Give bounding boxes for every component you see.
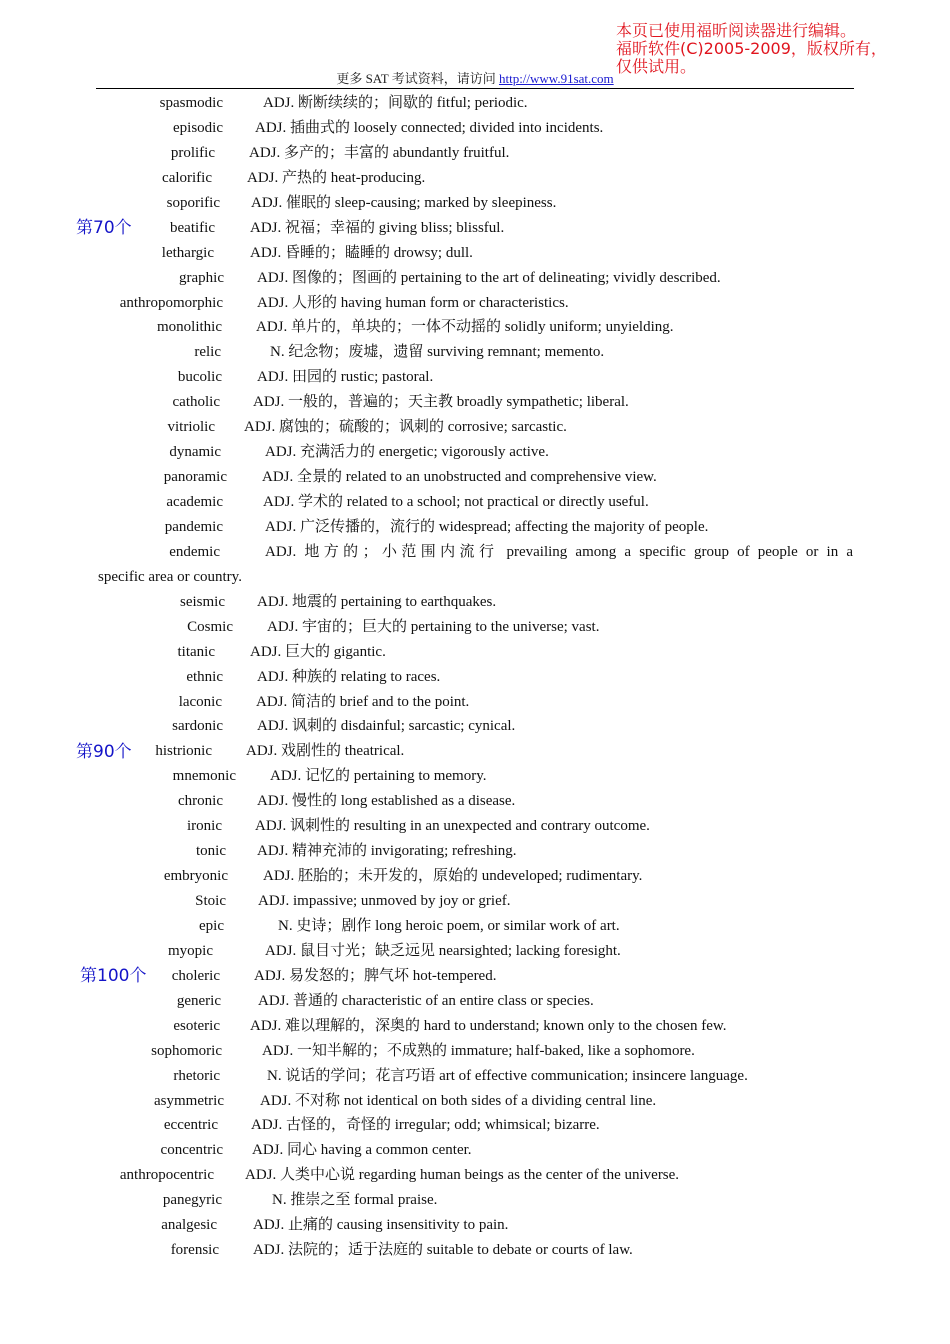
vocab-word: vitriolic — [167, 419, 215, 436]
vocab-entry — [0, 764, 950, 789]
vocab-word: choleric — [171, 967, 220, 984]
vocab-definition: ADJ. 学术的 related to a school; not practical or directly useful. — [263, 494, 649, 510]
vocab-word: titanic — [177, 643, 215, 660]
vocab-definition: ADJ. 不对称 not identical on both sides of a dividing central line. — [260, 1092, 657, 1109]
vocab-entry — [0, 515, 950, 540]
vocab-entry — [0, 889, 950, 914]
vocab-word: sophomoric — [151, 1042, 222, 1059]
vocab-word: generic — [176, 992, 221, 1009]
vocab-word: anthropomorphic — [119, 294, 223, 311]
vocab-entry — [0, 1089, 950, 1114]
vocab-word: endemic — [169, 543, 220, 560]
vocab-definition-continued: specific area or country. — [98, 568, 242, 585]
vocab-entry — [0, 315, 950, 340]
vocab-definition: ADJ. 记忆的 pertaining to memory. — [270, 768, 487, 785]
vocab-definition: ADJ. 祝福；幸福的 giving bliss; blissful. — [250, 219, 505, 236]
vocab-definition: ADJ. 巨大的 gigantic. — [250, 643, 386, 660]
vocab-entry — [0, 540, 950, 590]
vocab-definition: ADJ. 种族的 relating to races. — [257, 668, 441, 685]
vocab-word: myopic — [168, 942, 213, 959]
section-marker: 第90个 — [76, 741, 132, 762]
vocab-definition: ADJ. 精神充沛的 invigorating; refreshing. — [257, 843, 517, 860]
vocab-entry — [0, 1014, 950, 1039]
vocab-word: ethnic — [186, 668, 223, 685]
vocab-definition: ADJ. 人形的 having human form or characteristics. — [257, 294, 569, 311]
vocab-word: histrionic — [155, 743, 212, 760]
vocab-word: epic — [199, 917, 224, 934]
vocab-word: laconic — [178, 693, 222, 710]
vocab-entry — [0, 91, 950, 116]
vocab-entry — [0, 640, 950, 665]
vocab-word: prolific — [170, 144, 215, 161]
vocab-entry — [0, 141, 950, 166]
vocab-entry — [0, 939, 950, 964]
vocab-definition: N. 纪念物；废墟，遗留 surviving remnant; memento. — [270, 344, 605, 361]
vocab-word: beatific — [170, 219, 215, 236]
vocab-definition: ADJ. 一知半解的；不成熟的 immature; half-baked, like a sophomore. — [262, 1042, 695, 1059]
header-text: 更多 SAT 考试资料，请访问 — [336, 71, 499, 86]
vocab-definition: ADJ. 鼠目寸光；缺乏远见 nearsighted; lacking foresight. — [265, 942, 621, 959]
header-divider — [96, 88, 854, 89]
vocab-definition: ADJ. 简洁的 brief and to the point. — [256, 693, 470, 710]
vocab-word: sardonic — [172, 718, 223, 735]
vocab-word: bucolic — [177, 369, 222, 386]
vocab-definition: ADJ. 全景的 related to an unobstructed and comprehensive view. — [262, 469, 657, 486]
vocab-definition: ADJ. 宇宙的；巨大的 pertaining to the universe; vast. — [267, 618, 600, 635]
vocab-entry — [0, 440, 950, 465]
vocab-entry — [0, 266, 950, 291]
vocab-word: episodic — [173, 119, 223, 136]
section-marker: 第100个 — [80, 966, 147, 987]
vocab-definition: N. 史诗；剧作 long heroic poem, or similar work of art. — [278, 917, 620, 934]
vocab-definition: ADJ. 催眠的 sleep-causing; marked by sleepiness. — [251, 194, 557, 211]
vocab-entry — [0, 415, 950, 440]
vocab-definition: ADJ. 腐蚀的；硫酸的；讽刺的 corrosive; sarcastic. — [244, 419, 567, 436]
vocab-definition: N. 推崇之至 formal praise. — [272, 1192, 438, 1209]
vocab-entry — [0, 116, 950, 141]
vocab-definition: ADJ. 慢性的 long established as a disease. — [257, 793, 516, 810]
vocab-definition: ADJ. 讽刺性的 resulting in an unexpected and contrary outcome. — [255, 818, 650, 835]
header-link[interactable]: http://www.91sat.com — [498, 71, 614, 86]
vocab-entry — [0, 490, 950, 515]
vocab-entry — [0, 216, 950, 241]
vocab-word: spasmodic — [159, 95, 223, 111]
vocab-definition: ADJ. 人类中心说 regarding human beings as the center of the universe. — [245, 1167, 680, 1184]
vocab-entry — [0, 714, 950, 739]
vocab-word: catholic — [172, 394, 220, 411]
vocab-definition: ADJ. 田园的 rustic; pastoral. — [257, 369, 434, 386]
vocab-word: graphic — [179, 269, 224, 286]
vocab-entry — [0, 365, 950, 390]
vocab-entry — [0, 615, 950, 640]
vocab-entry — [0, 690, 950, 715]
vocab-word: relic — [194, 344, 221, 361]
vocab-definition: ADJ. 法院的；适于法庭的 suitable to debate or courts of law. — [253, 1242, 633, 1259]
vocab-definition: ADJ. 广泛传播的，流行的 widespread; affecting the majority of people. — [265, 518, 709, 535]
vocab-definition: ADJ. 普通的 characteristic of an entire class or species. — [258, 992, 594, 1009]
vocab-word: Cosmic — [187, 618, 233, 635]
vocab-word: calorific — [162, 169, 212, 186]
vocab-word: esoteric — [173, 1017, 220, 1034]
vocab-definition: ADJ. 单片的，单块的；一体不动摇的 solidly uniform; unyielding. — [256, 319, 674, 336]
vocab-entry — [0, 1138, 950, 1163]
vocab-entry — [0, 864, 950, 889]
vocab-entry — [0, 390, 950, 415]
vocab-entry — [0, 665, 950, 690]
vocab-definition: ADJ. 产热的 heat-producing. — [247, 169, 426, 186]
vocab-word: anthropocentric — [119, 1167, 214, 1184]
vocab-word: lethargic — [161, 244, 214, 261]
vocab-definition: ADJ. 图像的；图画的 pertaining to the art of delineating; vividly described. — [257, 269, 721, 286]
vocab-entry — [0, 789, 950, 814]
vocab-entry — [0, 839, 950, 864]
vocab-entry — [0, 739, 950, 764]
vocab-entry — [0, 241, 950, 266]
vocabulary-list — [0, 91, 950, 1263]
vocab-definition: ADJ. 一般的，普遍的；天主教 broadly sympathetic; liberal. — [253, 394, 629, 411]
vocab-word: forensic — [170, 1242, 219, 1259]
vocab-definition: N. 说话的学问；花言巧语 art of effective communication; insincere language. — [267, 1067, 748, 1084]
vocab-word: panegyric — [162, 1192, 222, 1209]
vocab-word: chronic — [178, 793, 223, 810]
vocab-word: monolithic — [157, 319, 222, 336]
vocab-definition: ADJ. 同心 having a common center. — [252, 1142, 472, 1159]
vocab-definition: ADJ. 易发怒的；脾气坏 hot-tempered. — [254, 967, 497, 984]
vocab-definition: ADJ. 地方的；小范围内流行 prevailing among a specific group of people or in a — [265, 543, 853, 560]
vocab-definition: ADJ. 止痛的 causing insensitivity to pain. — [253, 1217, 509, 1234]
vocab-word: seismic — [180, 593, 225, 610]
vocab-definition: ADJ. 戏剧性的 theatrical. — [246, 743, 405, 760]
vocab-entry — [0, 590, 950, 615]
vocab-word: asymmetric — [154, 1092, 224, 1109]
vocab-definition: ADJ. 地震的 pertaining to earthquakes. — [257, 593, 497, 610]
watermark-line: 福昕软件(C)2005-2009，版权所有， — [616, 39, 887, 58]
section-marker: 第70个 — [76, 217, 132, 238]
vocab-word: ironic — [187, 818, 222, 835]
vocab-entry — [0, 989, 950, 1014]
vocab-word: embryonic — [163, 868, 228, 885]
vocab-word: Stoic — [195, 893, 226, 910]
vocab-word: analgesic — [161, 1217, 217, 1234]
vocab-word: concentric — [160, 1142, 223, 1159]
vocab-definition: ADJ. 插曲式的 loosely connected; divided into incidents. — [255, 119, 604, 136]
vocab-word: mnemonic — [172, 768, 236, 785]
vocab-entry — [0, 1238, 950, 1263]
vocab-entry — [0, 1163, 950, 1188]
vocab-definition: ADJ. 断断续续的；间歇的 fitful; periodic. — [263, 95, 528, 111]
vocab-word: dynamic — [169, 444, 221, 461]
vocab-entry — [0, 1113, 950, 1138]
vocab-word: soporific — [166, 194, 220, 211]
vocab-word: panoramic — [163, 469, 227, 486]
vocab-entry — [0, 465, 950, 490]
vocab-word: tonic — [196, 843, 226, 860]
watermark-line: 本页已使用福昕阅读器进行编辑。 — [616, 21, 857, 40]
vocab-entry — [0, 166, 950, 191]
vocab-entry — [0, 914, 950, 939]
vocab-word: rhetoric — [173, 1067, 220, 1084]
vocab-entry — [0, 191, 950, 216]
vocab-definition: ADJ. 难以理解的，深奥的 hard to understand; known only to the chosen few. — [250, 1017, 727, 1034]
vocab-definition: ADJ. 胚胎的；未开发的，原始的 undeveloped; rudimentary. — [263, 868, 643, 885]
page-header — [96, 68, 854, 87]
vocab-word: eccentric — [163, 1117, 218, 1134]
vocab-definition: ADJ. 多产的；丰富的 abundantly fruitful. — [249, 144, 510, 161]
vocab-definition: ADJ. 讽刺的 disdainful; sarcastic; cynical. — [257, 718, 516, 735]
vocab-definition: ADJ. 昏睡的；瞌睡的 drowsy; dull. — [250, 244, 473, 261]
vocab-entry — [0, 1188, 950, 1213]
vocab-entry — [0, 1213, 950, 1238]
vocab-entry — [0, 1039, 950, 1064]
vocab-definition: ADJ. 古怪的，奇怪的 irregular; odd; whimsical; bizarre. — [251, 1117, 600, 1134]
watermark-line: 仅供试用。 — [616, 57, 697, 76]
vocab-entry — [0, 814, 950, 839]
vocab-entry — [0, 291, 950, 316]
vocab-word: pandemic — [164, 518, 223, 535]
vocab-definition: ADJ. 充满活力的 energetic; vigorously active. — [265, 444, 549, 461]
vocab-word: academic — [166, 494, 223, 510]
vocab-entry — [0, 340, 950, 365]
vocab-definition: ADJ. impassive; unmoved by joy or grief. — [258, 893, 511, 910]
vocab-entry — [0, 1064, 950, 1089]
